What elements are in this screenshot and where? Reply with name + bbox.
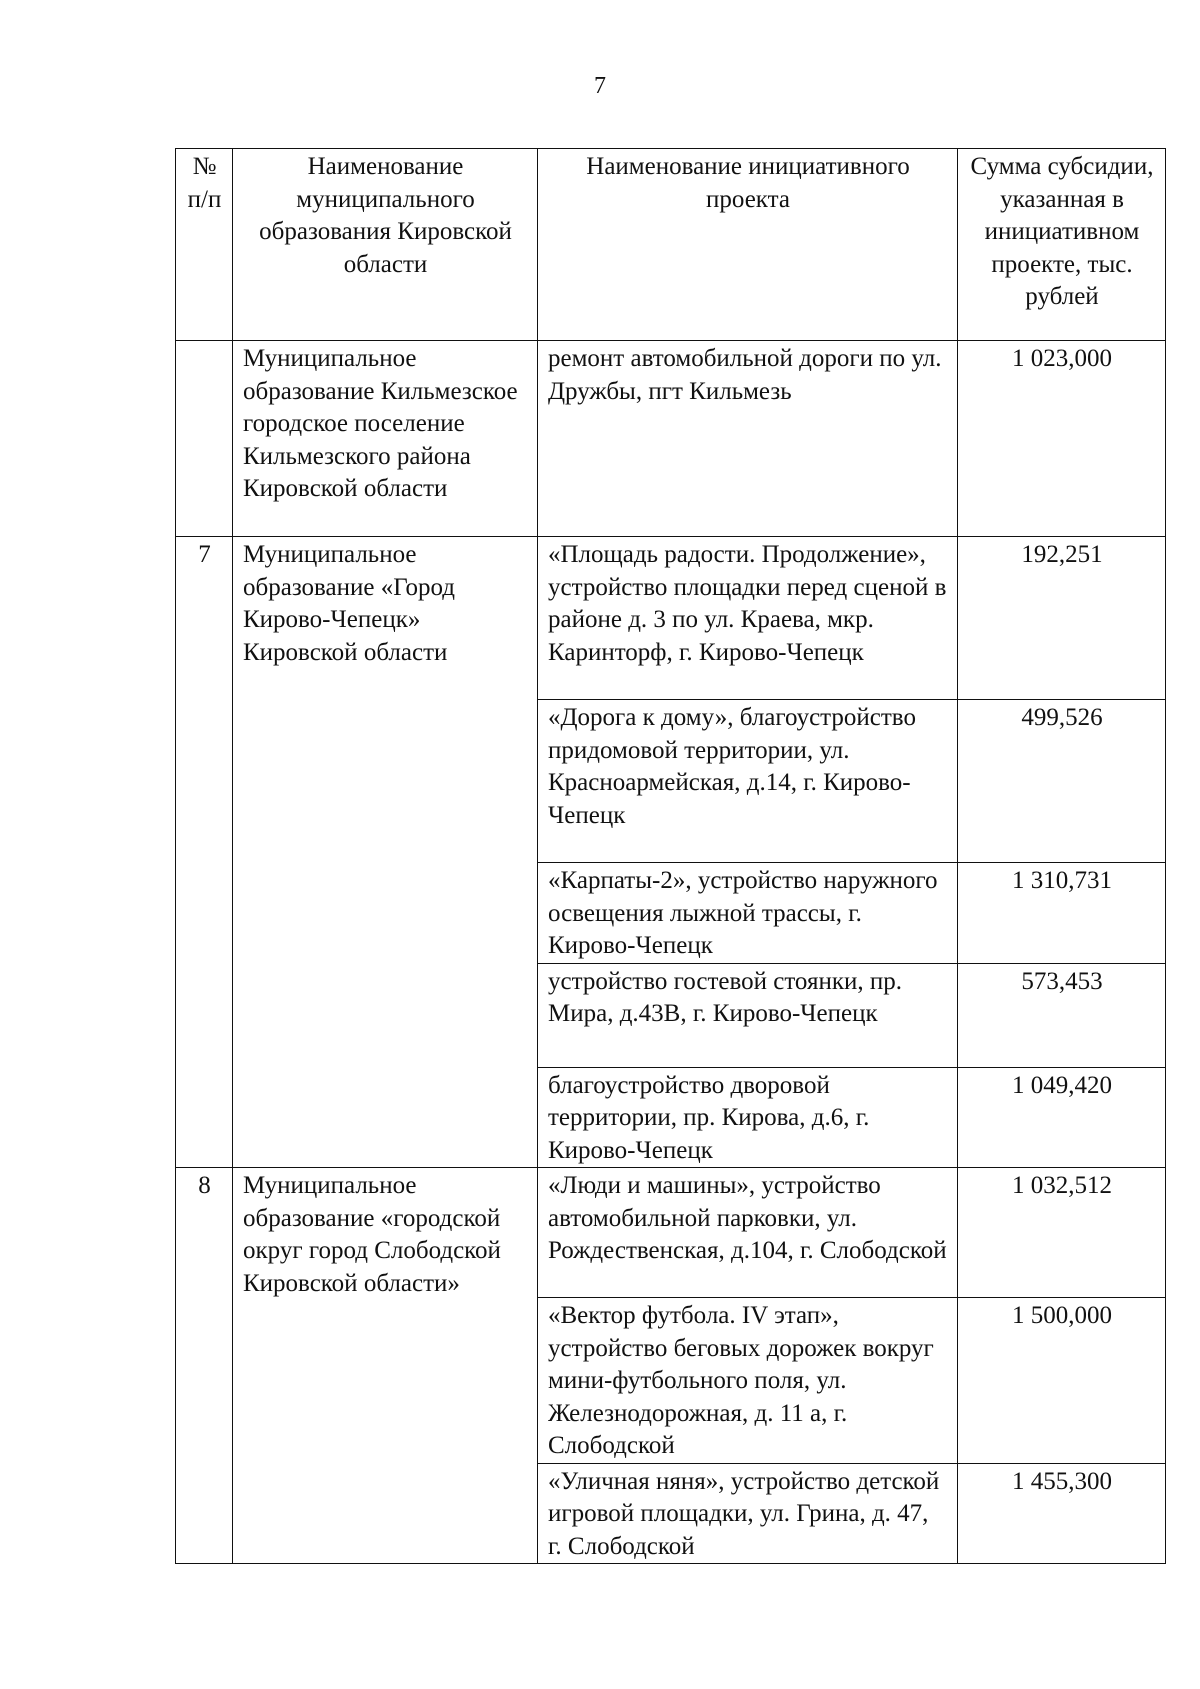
header-num: № п/п xyxy=(176,149,233,341)
amount-cell: 192,251 xyxy=(958,537,1166,700)
row-num-cell xyxy=(176,341,233,537)
header-amount: Сумма субсидии, указанная в инициативном проекте, тыс. рублей xyxy=(958,149,1166,341)
table-row xyxy=(176,1168,1166,1298)
header-municipality: Наименование муниципального образования Кировской области xyxy=(233,149,538,341)
table-body xyxy=(176,341,1166,1564)
municipality-cell: Муниципальное образование «городской округ город Слободской Кировской области» xyxy=(233,1168,538,1564)
header-project: Наименование инициативного проекта xyxy=(538,149,958,341)
amount-cell: 1 455,300 xyxy=(958,1463,1166,1564)
amount-cell: 499,526 xyxy=(958,700,1166,863)
municipality-cell: Муниципальное образование «Город Кирово-Чепецк» Кировской области xyxy=(233,537,538,1168)
amount-cell: 1 500,000 xyxy=(958,1298,1166,1464)
project-cell: «Площадь радости. Продолжение», устройство площадки перед сценой в районе д. 3 по ул. Краева, мкр. Каринторф, г. Кирово-Чепецк xyxy=(538,537,958,700)
project-cell: «Карпаты-2», устройство наружного освещения лыжной трассы, г. Кирово-Чепецк xyxy=(538,863,958,964)
municipality-cell: Муниципальное образование Кильмезское городское поселение Кильмезского района Кировской области xyxy=(233,341,538,537)
page-number: 7 xyxy=(594,73,606,99)
amount-cell: 1 032,512 xyxy=(958,1168,1166,1298)
project-cell: «Вектор футбола. IV этап», устройство беговых дорожек вокруг мини-футбольного поля, ул. Железнодорожная, д. 11 а, г. Слободской xyxy=(538,1298,958,1464)
header-row xyxy=(176,149,1166,341)
table-row xyxy=(176,537,1166,700)
amount-cell: 1 023,000 xyxy=(958,341,1166,537)
row-num-cell: 8 xyxy=(176,1168,233,1564)
subsidy-table xyxy=(175,148,1166,1564)
project-cell: «Дорога к дому», благоустройство придомовой территории, ул. Красноармейская, д.14, г. Кирово-Чепецк xyxy=(538,700,958,863)
project-cell: ремонт автомобильной дороги по ул. Дружбы, пгт Кильмезь xyxy=(538,341,958,537)
amount-cell: 1 310,731 xyxy=(958,863,1166,964)
project-cell: «Люди и машины», устройство автомобильной парковки, ул. Рождественская, д.104, г. Слободской xyxy=(538,1168,958,1298)
amount-cell: 1 049,420 xyxy=(958,1067,1166,1168)
amount-cell: 573,453 xyxy=(958,963,1166,1067)
row-num-cell: 7 xyxy=(176,537,233,1168)
table-row xyxy=(176,341,1166,537)
project-cell: «Уличная няня», устройство детской игровой площадки, ул. Грина, д. 47, г. Слободской xyxy=(538,1463,958,1564)
table-header xyxy=(176,149,1166,341)
project-cell: устройство гостевой стоянки, пр. Мира, д.43В, г. Кирово-Чепецк xyxy=(538,963,958,1067)
project-cell: благоустройство дворовой территории, пр. Кирова, д.6, г. Кирово-Чепецк xyxy=(538,1067,958,1168)
